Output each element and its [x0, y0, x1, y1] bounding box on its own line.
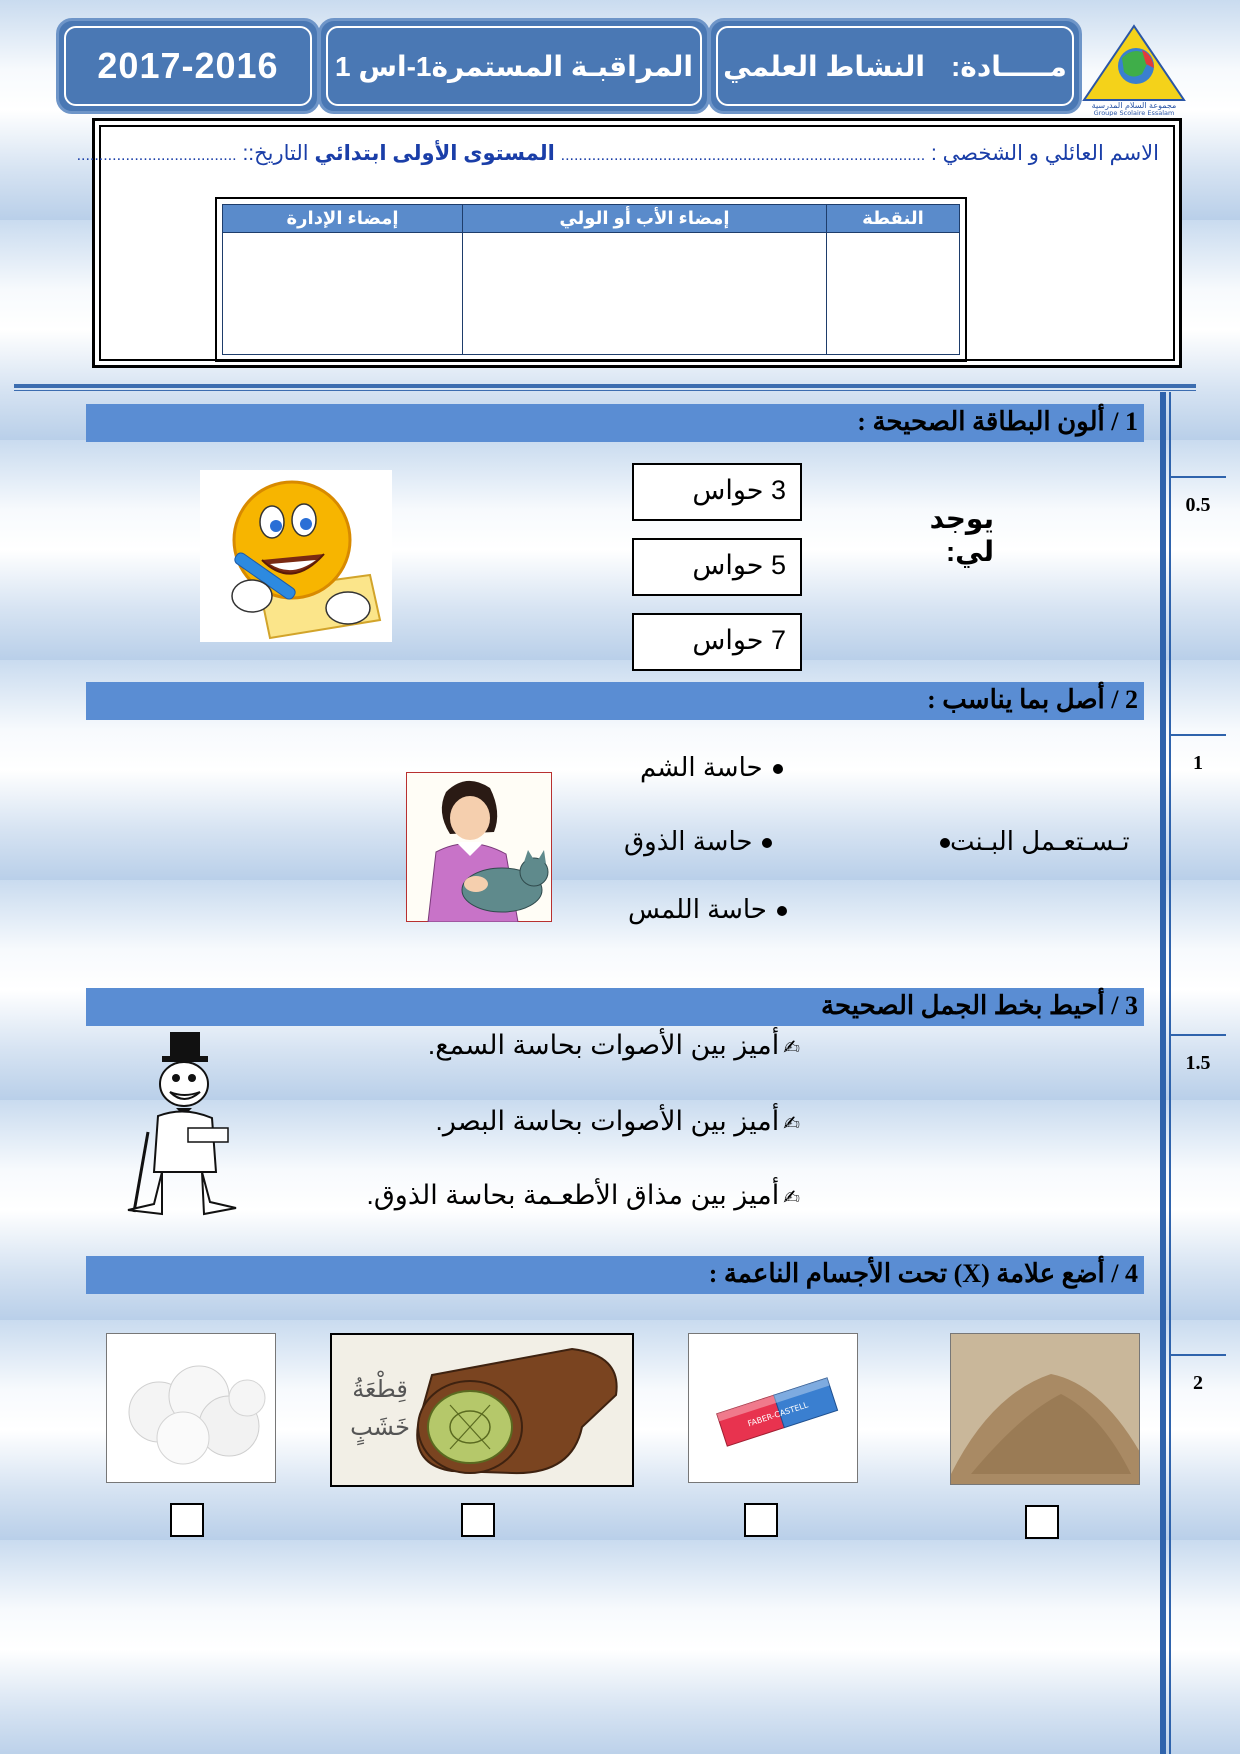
admin-signature-cell[interactable]	[223, 233, 463, 355]
subject-label: مـــــادة:	[950, 50, 1067, 82]
cartoon-duck-image	[118, 1032, 256, 1222]
option-card-3[interactable]: 3 حواس	[632, 463, 802, 521]
school-logo	[1082, 24, 1186, 116]
score-rule	[1170, 734, 1226, 736]
assessment-box	[318, 18, 710, 114]
pen-icon: ✍	[783, 1187, 800, 1209]
smiley-writing-image	[200, 470, 392, 642]
match-dot[interactable]	[762, 838, 772, 848]
score-column-line	[1160, 392, 1166, 1754]
student-info-line	[76, 141, 1159, 166]
score-mark-4: 2	[1193, 1372, 1203, 1394]
sand-image	[950, 1333, 1140, 1485]
subject-box	[708, 18, 1082, 114]
wood-label-1: قِطْعَةُ	[352, 1375, 408, 1403]
subject-name: النشاط العلمي	[723, 50, 925, 82]
subject-line	[716, 26, 1074, 106]
date-label: التاريخ::	[242, 142, 309, 165]
option-card-5[interactable]: 5 حواس	[632, 538, 802, 596]
section-4-title: 4 / أضع علامة (X) تحت الأجسام الناعمة :	[86, 1256, 1144, 1294]
checkbox-eraser[interactable]	[744, 1503, 778, 1537]
section-1-prompt: يوجد لي:	[929, 503, 994, 567]
section-2-title: 2 / أصل بما يناسب :	[86, 682, 1144, 720]
logo-text-ar: مجموعة السلام المدرسية	[1091, 101, 1177, 110]
sentence-1[interactable]: ✍أميز بين الأصوات بحاسة السمع.	[427, 1030, 800, 1060]
section-1-title: 1 / ألون البطاقة الصحيحة :	[86, 404, 1144, 442]
level-label: المستوى الأولى ابتدائي	[314, 142, 555, 165]
match-option-smell[interactable]: حاسة الشم	[640, 752, 783, 783]
match-option-taste[interactable]: حاسة الذوق	[624, 826, 772, 857]
sentence-3[interactable]: ✍أميز بين مذاق الأطعـمة بحاسة الذوق.	[366, 1180, 800, 1210]
section-3-title: 3 / أحيط بخط الجمل الصحيحة	[86, 988, 1144, 1026]
score-rule	[1170, 476, 1226, 478]
signature-table-frame	[215, 197, 967, 362]
checkbox-cotton[interactable]	[170, 1503, 204, 1537]
match-dot[interactable]	[773, 764, 783, 774]
wood-image	[330, 1333, 634, 1487]
logo-text-fr: Groupe Scolaire Essalam	[1093, 109, 1175, 116]
match-dot[interactable]	[777, 906, 787, 916]
school-year: 2017-2016	[64, 26, 312, 106]
match-dot[interactable]	[940, 838, 950, 848]
match-option-touch[interactable]: حاسة اللمس	[628, 894, 787, 925]
score-rule	[1170, 1354, 1226, 1356]
header-parent-signature: إمضاء الأب أو الولي	[463, 205, 827, 233]
score-rule	[1170, 1034, 1226, 1036]
header-score: النقطة	[826, 205, 959, 233]
signature-table	[222, 204, 960, 355]
separator-line-thin	[14, 390, 1196, 391]
wood-label-2: خَشَبٍ	[350, 1413, 410, 1441]
score-cell[interactable]	[826, 233, 959, 355]
option-card-7[interactable]: 7 حواس	[632, 613, 802, 671]
assessment-title: المراقبـة المستمرة1-اس 1	[326, 26, 702, 106]
checkbox-sand[interactable]	[1025, 1505, 1059, 1539]
match-subject-girl[interactable]: تـسـتعـمل البـنت	[930, 826, 1130, 857]
checkbox-wood[interactable]	[461, 1503, 495, 1537]
eraser-brand: FABER-CASTELL	[746, 1400, 810, 1429]
girl-with-cat-image	[406, 772, 552, 922]
cotton-image	[106, 1333, 276, 1483]
eraser-image	[688, 1333, 858, 1483]
sentence-2[interactable]: ✍أميز بين الأصوات بحاسة البصر.	[435, 1106, 800, 1136]
student-info-box	[76, 118, 1182, 368]
score-mark-3: 1.5	[1185, 1052, 1211, 1074]
year-box	[56, 18, 320, 114]
header-admin-signature: إمضاء الإدارة	[223, 205, 463, 233]
name-field[interactable]: ..................................................................................	[560, 147, 926, 164]
pen-icon: ✍	[783, 1037, 800, 1059]
parent-signature-cell[interactable]	[463, 233, 827, 355]
name-label: الاسم العائلي و الشخصي :	[931, 142, 1159, 165]
date-field[interactable]: ....................................	[76, 147, 237, 164]
score-mark-1: 0.5	[1185, 494, 1211, 516]
pen-icon: ✍	[783, 1113, 800, 1135]
separator-line	[14, 384, 1196, 388]
score-mark-2: 1	[1193, 752, 1203, 774]
